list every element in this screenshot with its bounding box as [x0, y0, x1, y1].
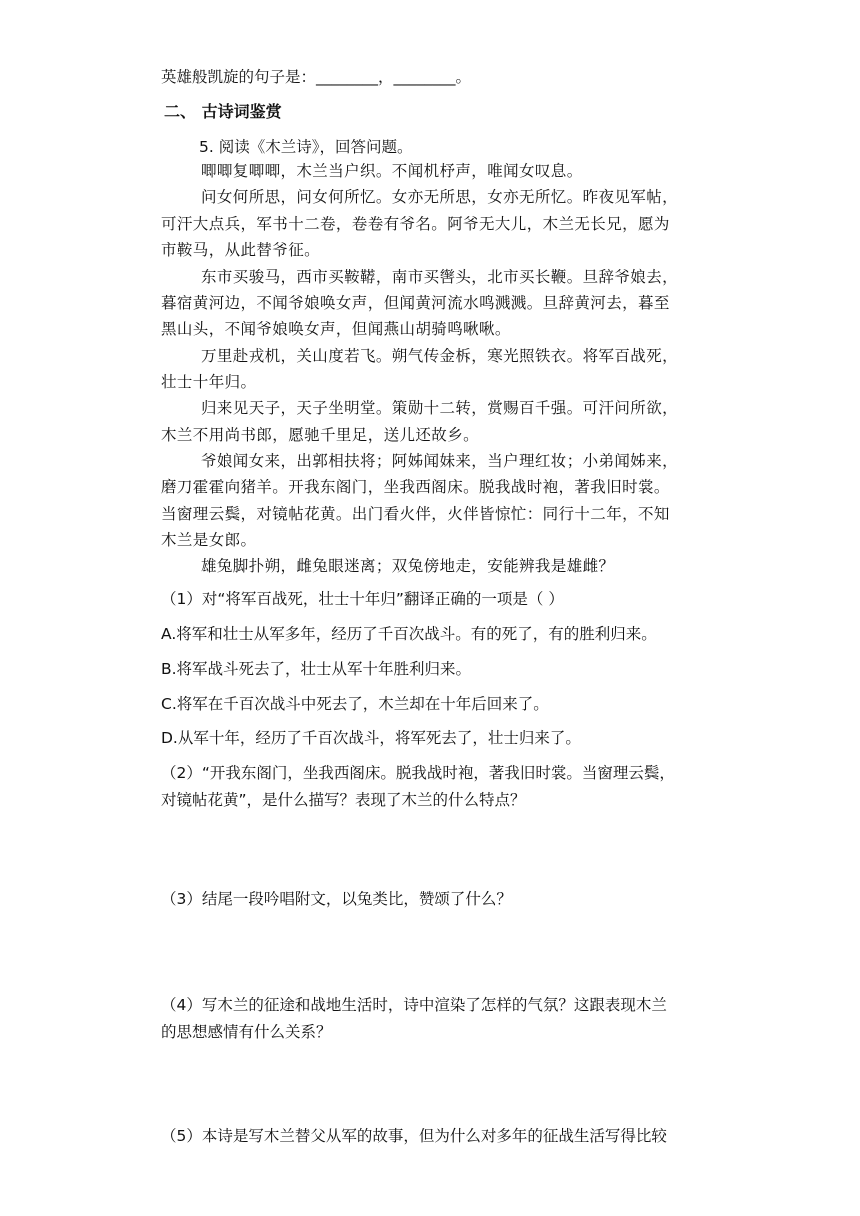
- sub-question-5: （5）本诗是写木兰替父从军的故事，但为什么对多年的征战生活写得比较: [161, 1127, 667, 1145]
- sub-question-4: （4）写木兰的征途和战地生活时，诗中渲染了怎样的气氛？这跟表现木兰: [161, 996, 667, 1014]
- poem-line: 木兰是女郎。: [161, 531, 257, 549]
- poem-line: 当窗理云鬓，对镜帖花黄。出门看火伴，火伴皆惊忙：同行十二年，不知: [161, 505, 670, 523]
- sub-question-4-cont: 的思想感情有什么关系？: [161, 1023, 332, 1041]
- option-a: A.将军和壮士从军多年，经历了千百次战斗。有的死了，有的胜利归来。: [161, 625, 657, 643]
- option-d: D.从军十年，经历了千百次战斗，将军死去了，壮士归来了。: [161, 729, 581, 747]
- sub-question-1: （1）对“将军百战死，壮士十年归”翻译正确的一项是（ ）: [161, 590, 564, 608]
- option-b: B.将军战斗死去了，壮士从军十年胜利归来。: [161, 660, 472, 678]
- poem-line: 可汗大点兵，军书十二卷，卷卷有爷名。阿爷无大儿，木兰无长兄，愿为: [161, 215, 670, 233]
- poem-line: 木兰不用尚书郎，愿驰千里足，送儿还故乡。: [161, 426, 480, 444]
- sub-question-3: （3）结尾一段吟唱附文，以兔类比，赞颂了什么？: [161, 890, 512, 908]
- poem-line: 暮宿黄河边，不闻爷娘唤女声，但闻黄河流水鸣溅溅。旦辞黄河去，暮至: [161, 294, 670, 312]
- sub-question-2: （2）“开我东阁门，坐我西阁床。脱我战时袍，著我旧时裳。当窗理云鬓，: [161, 764, 675, 782]
- poem-line: 唧唧复唧唧，木兰当户织。不闻机杼声，唯闻女叹息。: [201, 162, 583, 180]
- poem-line: 问女何所思，问女何所忆。女亦无所思，女亦无所忆。昨夜见军帖，: [201, 188, 679, 206]
- poem-line: 雄兔脚扑朔，雌兔眼迷离；双兔傍地走，安能辨我是雄雌？: [201, 557, 615, 575]
- poem-line: 黑山头，不闻爷娘唤女声，但闻燕山胡骑鸣啾啾。: [161, 320, 511, 338]
- question-5-title: 5. 阅读《木兰诗》，回答问题。: [199, 138, 413, 156]
- section-heading: 二、 古诗词鉴赏: [164, 102, 282, 121]
- poem-line: 爷娘闻女来，出郭相扶将；阿姊闻妹来，当户理红妆；小弟闻姊来，: [201, 452, 679, 470]
- option-c: C.将军在千百次战斗中死去了，木兰却在十年后回来了。: [161, 695, 549, 713]
- poem-line: 万里赴戎机，关山度若飞。朔气传金柝，寒光照铁衣。将军百战死，: [201, 347, 679, 365]
- poem-line: 市鞍马，从此替爷征。: [161, 241, 321, 259]
- prev-question-tail: 英雄般凯旋的句子是：________，________。: [161, 68, 472, 86]
- sub-question-2-cont: 对镜帖花黄”，是什么描写？表现了木兰的什么特点？: [161, 791, 526, 809]
- poem-line: 东市买骏马，西市买鞍鞯，南市买辔头，北市买长鞭。旦辞爷娘去，: [201, 268, 679, 286]
- poem-line: 归来见天子，天子坐明堂。策勋十二转，赏赐百千强。可汗问所欲，: [201, 399, 679, 417]
- poem-line: 磨刀霍霍向猪羊。开我东阁门，坐我西阁床。脱我战时袍，著我旧时裳。: [161, 478, 670, 496]
- poem-line: 壮士十年归。: [161, 373, 257, 391]
